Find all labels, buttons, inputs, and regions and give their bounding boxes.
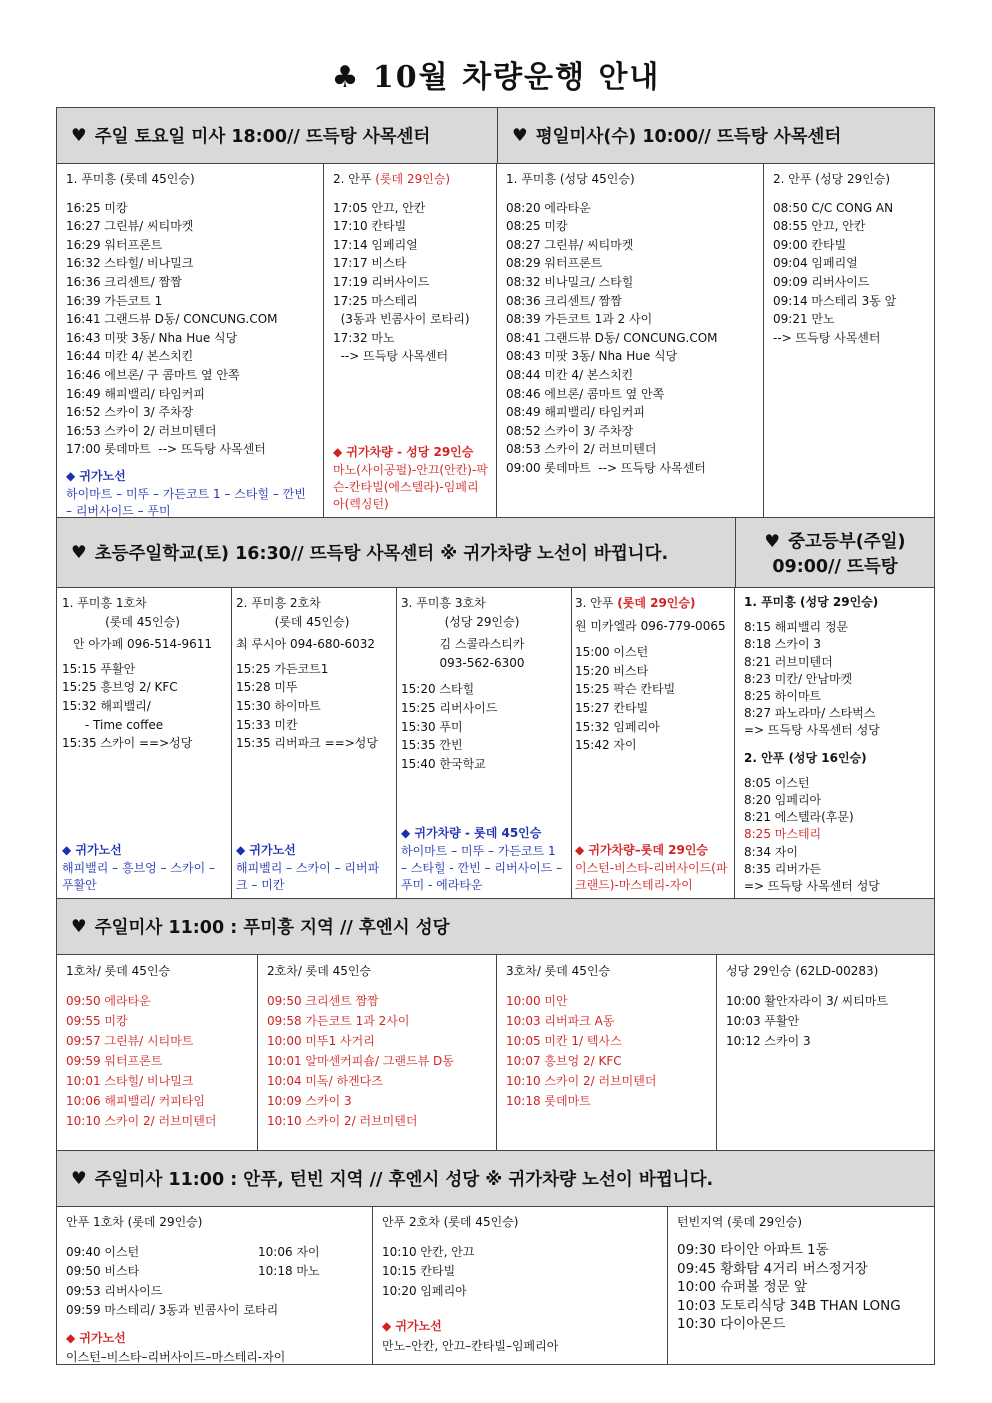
stop-list — [66, 199, 315, 459]
stop-item: --> 뜨득탕 사목센터 — [773, 330, 881, 345]
stop-item: 09:00 롯데마트 --> 뜨득탕 사목센터 — [506, 460, 706, 475]
stop-item: 8:05 이스턴 — [744, 775, 810, 790]
band-highschool: ♥ 중고등부(주일) 09:00// 뜨득탕 — [735, 518, 934, 588]
stop-item: 8:15 해피밸리 정문 — [744, 620, 849, 635]
stop-item: 16:43 미팟 3동/ Nha Hue 식당 — [66, 330, 238, 345]
route-title: ◆ 귀가노선 — [62, 843, 122, 858]
heart-icon: ♥ — [71, 1168, 87, 1189]
col-bus-parish: 성당 29인승 (62LD-00283) 10:00 활안자라이 3/ 씨티마트 10:03 푸활안 10:12 스카이 3 — [717, 955, 934, 1150]
stop-item: 16:52 스카이 3/ 주차장 — [66, 405, 194, 420]
col-anphu-2: 안푸 2호차 (롯데 45인승) 10:10 안칸, 안끄 10:15 칸타빌 10:20 임페리아 ◆ 귀가노선 만노–안칸, 안끄–칸타빌–임페리아 — [373, 1207, 668, 1364]
stop-item: 10:03 리버파크 A동 — [506, 1014, 615, 1028]
stop-item: 15:30 하이마트 — [236, 698, 321, 713]
stop-item: 08:53 스카이 2/ 러브미텐더 — [506, 442, 657, 457]
heart-icon: ♥ — [512, 125, 528, 146]
stop-item: 10:15 칸타빌 — [382, 1264, 456, 1278]
stop-item: 08:52 스카이 3/ 주차장 — [506, 423, 634, 438]
stop-item: 08:25 미캉 — [506, 219, 568, 234]
stop-item: 08:41 그랜드뷰 D동/ CONCUNG.COM — [506, 330, 718, 345]
stop-item: 15:27 칸타빌 — [575, 700, 649, 715]
driver-contact: 안 아가페 096-514-9611 — [72, 637, 212, 652]
stop-item: 09:09 리버사이드 — [773, 274, 870, 289]
stop-item: 16:27 그린뷰/ 씨티마켓 — [66, 219, 194, 234]
col-header: 2. 안푸 (롯데 29인승) — [333, 172, 451, 186]
stop-list — [62, 660, 223, 753]
stop-item: 15:25 팍슨 칸타빌 — [575, 682, 676, 697]
stop-list — [677, 1241, 926, 1334]
stop-item: 15:20 비스타 — [575, 663, 649, 678]
heart-icon: ♥ — [764, 531, 781, 552]
stop-item: 17:14 임페리얼 — [333, 237, 418, 252]
section-saturday-weekday — [56, 107, 935, 518]
stop-item: 10:01 스타힐/ 비나밀크 — [66, 1074, 194, 1088]
page-title: ♣ 10월 차량운행 안내 — [331, 60, 661, 95]
driver-phone: 093-562-6300 — [439, 655, 525, 670]
stop-item: 08:36 크리센트/ 짬짬 — [506, 293, 622, 308]
driver-name: 김 스콜라스티카 — [439, 637, 525, 652]
stop-item: 10:04 미독/ 하겐다즈 — [267, 1074, 383, 1088]
stop-item: 10:20 임페리아 — [382, 1283, 467, 1298]
stop-item: 10:07 흥브엉 2/ KFC — [506, 1054, 622, 1068]
stop-item: 15:15 푸활안 — [62, 661, 136, 676]
stop-item: 16:53 스카이 2/ 러브미텐더 — [66, 423, 217, 438]
route-text: 만노–안칸, 안끄–칸타빌–임페리아 — [382, 1338, 559, 1353]
stop-item: 10:06 해피밸리/ 커피타임 — [66, 1094, 205, 1108]
stop-item: 09:30 타이안 아파트 1동 — [677, 1242, 829, 1258]
stop-item: 8:25 마스테리 — [744, 827, 822, 842]
section-sunday-anphu — [56, 1150, 935, 1365]
stop-item: 8:18 스카이 3 — [744, 637, 821, 652]
col-saturday-pumihung: 1. 푸미흥 (롯데 45인승) 16:25 미캉 16:27 그린뷰/ 씨티마켓 16:29 워터프론트 16:32 스타힐/ 비나밀크 16:36 크리센트/ 짬짬 16:39 가든코트 1 16:41 그랜드뷰 D동/ CONCUNG.COM 16:43 미팟 3동/ Nha Hue 식당 16:44 미칸 4/ 본스치킨 16:46 에브론/ 구 콤마트 옆 안쪽 16:49 해피밸리/ 타임커피 16:52 스카이 3/ 주차장 16:53 스카이 2/ 러브미텐더 17:00 롯데마트 --> 뜨득탕 사목센터 ◆ 귀가노선 하이마트 – 미뚜 – 가든코트 1 – 스타힐 – 깐빈 – 리버사이드 – 푸미 — [57, 164, 324, 517]
stop-item: 15:42 자이 — [575, 738, 637, 753]
stop-list — [744, 775, 926, 827]
stop-item: 09:59 마스테리/ 3동과 빈콤사이 로타리 — [66, 1303, 279, 1317]
stop-item: 10:10 스카이 2/ 러브미텐더 — [66, 1114, 217, 1128]
stop-item: 08:44 미칸 4/ 본스치킨 — [506, 367, 634, 382]
stop-item: 08:46 에브론/ 콤마트 옆 안쪽 — [506, 386, 665, 401]
stop-item: 08:39 가든코트 1과 2 사이 — [506, 312, 653, 327]
stop-item: 8:21 에스텔라(후문) — [744, 810, 854, 825]
stop-item: 10:03 푸활안 — [726, 1014, 800, 1028]
stop-list — [575, 643, 726, 755]
band-sunday-anphu: ♥ 주일미사 11:00 : 안푸, 턴빈 지역 // 후엔시 성당 ※ 귀가차량 노선이 바뀝니다. — [57, 1151, 934, 1207]
stop-item: 8:35 리버가든 — [744, 861, 822, 876]
stop-item: 10:10 스카이 2/ 러브미텐더 — [267, 1114, 418, 1128]
stop-item: 16:41 그랜드뷰 D동/ CONCUNG.COM — [66, 312, 278, 327]
stop-item: => 뜨득탕 사목센터 성당 — [744, 723, 880, 738]
stop-item: 17:00 롯데마트 --> 뜨득탕 사목센터 — [66, 442, 266, 457]
band-sunday-school: ♥ 초등주일학교(토) 16:30// 뜨득탕 사목센터 ※ 귀가차량 노선이 바뀝니다. — [57, 518, 735, 588]
stop-item: 10:10 스카이 2/ 러브미텐더 — [506, 1074, 657, 1088]
stop-item: 10:09 스카이 3 — [267, 1094, 352, 1108]
stop-item: 09:57 그린뷰/ 시티마트 — [66, 1034, 194, 1048]
stop-item: (3동과 빈콤사이 로타리) — [333, 312, 470, 327]
stop-item: 10:03 도토리식당 34B THAN LONG — [677, 1297, 901, 1314]
stop-item: 08:55 안끄, 안칸 — [773, 219, 866, 234]
col-header: 3. 안푸 (롯데 29인승) — [575, 596, 696, 610]
stop-item: 15:32 해피밸리/ — [62, 698, 151, 713]
stop-list — [773, 199, 926, 348]
col-bus-1: 1. 푸미흥 1호차 (롯데 45인승) 안 아가페 096-514-9611 15:15 푸활안 15:25 흥브엉 2/ KFC 15:32 해피밸리/ - Time coffee 15:35 스카이 ==>성당 ◆ 귀가노선 해피밸리 – 흥브엉 – 스카이 – 푸활안 — [57, 588, 232, 898]
route-title: ◆ 귀가노선 — [66, 468, 126, 483]
stop-item: 8:23 미칸/ 안남마켓 — [744, 671, 853, 686]
route-title: ◆ 귀가노선 — [236, 843, 296, 858]
route-title: ◆ 귀가노선 — [382, 1319, 442, 1333]
stop-item: 17:17 비스타 — [333, 256, 407, 271]
stop-item: 10:12 스카이 3 — [726, 1034, 811, 1048]
stop-item: 15:25 가든코트1 — [236, 661, 329, 676]
stop-item: 09:04 임페리얼 — [773, 256, 858, 271]
stop-item: 8:20 임페리아 — [744, 793, 822, 808]
stop-item: 16:36 크리센트/ 짬짬 — [66, 274, 182, 289]
stop-list — [236, 660, 388, 753]
stop-item: 15:28 미뚜 — [236, 680, 298, 695]
stop-item: 8:21 러브미텐더 — [744, 654, 833, 669]
stop-item: 08:27 그린뷰/ 씨티마켓 — [506, 237, 634, 252]
col-anphu-1: 안푸 1호차 (롯데 29인승) 09:40 이스턴 09:50 비스타 09:53 리버사이드 09:59 마스테리/ 3동과 빈콤사이 로타리 10:06 자이 10:18 마노 ◆ 귀가노선 이스턴–비스타–리버사이드–마스테리-자이 — [57, 1207, 373, 1364]
stop-item: 09:50 에라타운 — [66, 994, 151, 1008]
stop-list — [267, 991, 488, 1131]
stop-list — [744, 619, 926, 739]
stop-item: => 뜨득탕 사목센터 성당 — [744, 879, 880, 894]
col-bus-3: 3. 푸미흥 3호차 (성당 29인승) 김 스콜라스티카 093-562-6300 15:20 스타힐 15:25 리버사이드 15:30 푸미 15:35 깐빈 15:40 한국학교 ◆ 귀가차량 - 롯데 45인승 하이마트 – 미뚜 – 가든코트 1 – 스타힐 - 깐빈 – 리버사이드 – 푸미 - 에라타운 — [397, 588, 572, 898]
stop-list — [258, 1243, 320, 1282]
stop-item: 15:35 스카이 ==>성당 — [62, 736, 193, 751]
route-title: ◆ 귀가노선 — [66, 1330, 126, 1345]
stop-item: 10:01 알마센커피숍/ 그랜드뷰 D동 — [267, 1054, 454, 1068]
stop-list — [506, 199, 755, 478]
stop-item: 08:50 C/C CONG AN — [773, 200, 894, 215]
stop-list — [401, 680, 563, 773]
stop-item: 16:49 해피밸리/ 타임커피 — [66, 386, 205, 401]
stop-item: 15:25 리버사이드 — [401, 700, 498, 715]
stop-item: 16:25 미캉 — [66, 200, 128, 215]
stop-item: --> 뜨득탕 사목센터 — [333, 349, 449, 364]
stop-item: 17:32 마노 — [333, 330, 395, 345]
stop-item: 09:00 칸타빌 — [773, 237, 847, 252]
stop-item: 08:20 에라타운 — [506, 200, 591, 215]
col-highschool: 1. 푸미흥 (성당 29인승) 8:15 해피밸리 정문 8:18 스카이 3 8:21 러브미텐더 8:23 미칸/ 안남마켓 8:25 하이마트 8:27 파노라마/ 스타벅스 => 뜨득탕 사목센터 성당 2. 안푸 (성당 16인승) 8:05 이스턴 8:20 임페리아 8:21 에스텔라(후문) 8:25 마스테리 8:34 자이 8:35 리버가든 => 뜨득탕 사목센터 성당 — [735, 588, 934, 898]
stop-item: 16:32 스타힐/ 비나밀크 — [66, 256, 194, 271]
col-thuanbinh: 턴빈지역 (롯데 29인승) 09:30 타이안 아파트 1동 09:45 황화탐 4거리 버스정거장 10:00 슈퍼볼 정문 앞 10:03 도토리식당 34B THAN LONG 10:30 다이아몬드 — [668, 1207, 934, 1364]
col-saturday-anphu — [324, 164, 497, 517]
stop-list — [382, 1243, 659, 1302]
col-bus-1: 1호차/ 롯데 45인승 09:50 에라타운 09:55 미캉 09:57 그린뷰/ 시티마트 09:59 워터프론트 10:01 스타힐/ 비나밀크 10:06 해피밸리/ 커피타임 10:10 스카이 2/ 러브미텐더 — [57, 955, 258, 1150]
stop-item: 16:39 가든코트 1 — [66, 293, 163, 308]
col-bus-3: 3호차/ 롯데 45인승 10:00 미안 10:03 리버파크 A동 10:05 미칸 1/ 텍사스 10:07 흥브엉 2/ KFC 10:10 스카이 2/ 러브미텐더 10:18 롯데마트 — [497, 955, 717, 1150]
stop-item: 15:32 임페리아 — [575, 719, 660, 734]
col-bus-2: 2. 푸미흥 2호차 (롯데 45인승) 최 루시아 094-680-6032 15:25 가든코트1 15:28 미뚜 15:30 하이마트 15:33 미칸 15:35 리버파크 ==>성당 ◆ 귀가노선 해피벨리 – 스카이 – 리버파크 – 미칸 — [232, 588, 397, 898]
stop-item: 10:10 안칸, 안끄 — [382, 1244, 475, 1259]
route-text: 이스턴-비스타-리버사이드(파크랜드)-마스테리-자이 — [575, 861, 728, 892]
stop-item: 08:32 비나밀크/ 스타힐 — [506, 274, 634, 289]
section-sunday-school — [56, 517, 935, 899]
col-bus-anphu — [572, 588, 735, 898]
stop-item: 09:59 워터프론트 — [66, 1054, 163, 1068]
heart-icon: ♥ — [71, 125, 87, 146]
stop-item: 15:40 한국학교 — [401, 756, 486, 771]
stop-list — [744, 844, 926, 896]
stop-item: 8:34 자이 — [744, 844, 798, 859]
stop-item: 16:44 미칸 4/ 본스치킨 — [66, 349, 194, 364]
section-sunday-pumihung — [56, 898, 935, 1151]
stop-item: 10:18 마노 — [258, 1264, 320, 1278]
stop-item: 09:14 마스테리 3동 앞 — [773, 293, 897, 308]
stop-item: 09:45 황화탐 4거리 버스정거장 — [677, 1260, 868, 1277]
stop-item: 09:58 가든코트 1과 2사이 — [267, 1014, 410, 1028]
route-text: 이스턴–비스타–리버사이드–마스테리-자이 — [66, 1350, 286, 1364]
stop-item: 09:53 리버사이드 — [66, 1283, 163, 1298]
route-title: ◆ 귀가차량 - 성당 29인승 — [333, 445, 474, 460]
stop-item: 08:29 워터프론트 — [506, 256, 603, 271]
stop-item: 10:30 다이아몬드 — [677, 1316, 786, 1332]
heart-icon: ♥ — [71, 542, 87, 563]
stop-item: 10:00 슈퍼볼 정문 앞 — [677, 1279, 808, 1295]
col-weekday-pumihung: 1. 푸미흥 (성당 45인승) 08:20 에라타운 08:25 미캉 08:27 그린뷰/ 씨티마켓 08:29 워터프론트 08:32 비나밀크/ 스타힐 08:36 크리센트/ 짬짬 08:39 가든코트 1과 2 사이 08:41 그랜드뷰 D동/ CONCUNG.COM 08:43 미팟 3동/ Nha Hue 식당 08:44 미칸 4/ 본스치킨 08:46 에브론/ 콤마트 옆 안쪽 08:49 해피밸리/ 타임커피 08:52 스카이 3/ 주차장 08:53 스카이 2/ 러브미텐더 09:00 롯데마트 --> 뜨득탕 사목센터 — [497, 164, 764, 517]
stop-item: 17:05 안끄, 안칸 — [333, 200, 426, 215]
stop-item: 15:20 스타힐 — [401, 682, 475, 697]
stop-item: 17:25 마스테리 — [333, 293, 418, 308]
band-saturday-mass: ♥ 주일 토요일 미사 18:00// 뜨득탕 사목센터 — [57, 108, 497, 164]
driver-contact: 원 미카엘라 096-779-0065 — [575, 618, 726, 633]
stop-item: 15:25 흥브엉 2/ KFC — [62, 680, 178, 695]
band-sunday-pumihung: ♥ 주일미사 11:00 : 푸미흥 지역 // 후엔시 성당 — [57, 899, 934, 955]
route-title: ◆ 귀가차량 - 롯데 45인승 — [401, 826, 542, 841]
stop-list — [66, 991, 249, 1131]
stop-item: 10:18 롯데마트 — [506, 1094, 591, 1108]
stop-list — [726, 991, 926, 1051]
stop-item: 09:21 만노 — [773, 312, 835, 327]
route-text: 하이마트 – 미뚜 – 가든코트 1 – 스타힐 - 깐빈 – 리버사이드 – 푸미 - 에라타운 — [401, 844, 563, 892]
route-text: 해피밸리 – 흥브엉 – 스카이 – 푸활안 — [62, 861, 215, 892]
stop-item: 10:00 미뚜1 사거리 — [267, 1034, 375, 1048]
stop-item: 10:00 활안자라이 3/ 씨티마트 — [726, 994, 889, 1008]
stop-item: 15:30 푸미 — [401, 719, 463, 734]
route-text: 하이마트 – 미뚜 – 가든코트 1 – 스타힐 – 깐빈 – 리버사이드 – 푸미 — [66, 486, 306, 517]
stop-item: 15:33 미칸 — [236, 717, 298, 732]
route-text: 해피벨리 – 스카이 – 리버파크 – 미칸 — [236, 861, 380, 892]
stop-item: 09:40 이스턴 — [66, 1244, 140, 1259]
stop-item: 09:55 미캉 — [66, 1014, 128, 1028]
stop-item: 17:19 리버사이드 — [333, 274, 430, 289]
stop-item: 08:49 해피밸리/ 타임커피 — [506, 405, 645, 420]
stop-item: 8:25 하이마트 — [744, 689, 822, 704]
heart-icon: ♥ — [71, 916, 87, 937]
stop-item: 10:05 미칸 1/ 텍사스 — [506, 1034, 622, 1048]
stop-item: 15:00 이스턴 — [575, 645, 649, 660]
stop-item: 10:00 미안 — [506, 994, 568, 1008]
stop-item: 16:46 에브론/ 구 콤마트 옆 안쪽 — [66, 367, 240, 382]
driver-contact: 최 루시아 094-680-6032 — [236, 637, 376, 652]
stop-item: 09:50 크리센트 짬짬 — [267, 994, 379, 1008]
stop-item: 16:29 워터프론트 — [66, 237, 163, 252]
stop-item: 17:10 칸타빌 — [333, 219, 407, 234]
stop-item: 15:35 깐빈 — [401, 738, 463, 753]
col-weekday-anphu: 2. 안푸 (성당 29인승) 08:50 C/C CONG AN 08:55 안끄, 안칸 09:00 칸타빌 09:04 임페리얼 09:09 리버사이드 09:14 마스테리 3동 앞 09:21 만노 --> 뜨득탕 사목센터 — [764, 164, 934, 517]
stop-item: 8:27 파노라마/ 스타벅스 — [744, 706, 876, 721]
stop-item: 10:06 자이 — [258, 1244, 320, 1259]
stop-item: 09:50 비스타 — [66, 1264, 140, 1278]
stop-list — [506, 991, 708, 1111]
stop-list — [333, 199, 488, 366]
stop-item: - Time coffee — [62, 717, 164, 732]
band-weekday-mass: ♥ 평일미사(수) 10:00// 뜨득탕 사목센터 — [497, 108, 934, 164]
route-text: 마노(사이공펄)-안끄(안칸)-팍슨-칸타빌(에스텔라)-임페리아(렉싱턴) — [333, 463, 488, 511]
stop-item: 15:35 리버파크 ==>성당 — [236, 736, 378, 751]
col-bus-2: 2호차/ 롯데 45인승 09:50 크리센트 짬짬 09:58 가든코트 1과 2사이 10:00 미뚜1 사거리 10:01 알마센커피숍/ 그랜드뷰 D동 10:04 미독/ 하겐다즈 10:09 스카이 3 10:10 스카이 2/ 러브미텐더 — [258, 955, 497, 1150]
stop-item: 08:43 미팟 3동/ Nha Hue 식당 — [506, 349, 678, 364]
route-title: ◆ 귀가차량–롯데 29인승 — [575, 843, 709, 858]
